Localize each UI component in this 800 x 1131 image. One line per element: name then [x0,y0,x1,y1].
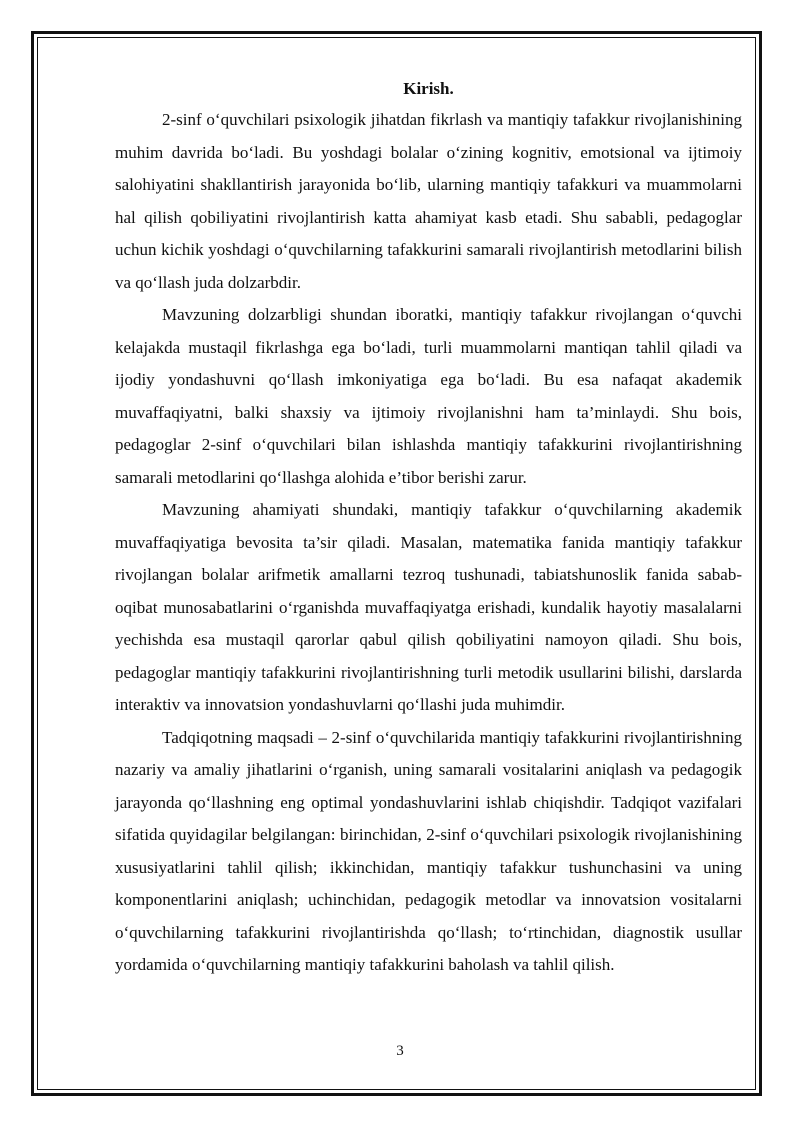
page-number: 3 [396,1043,404,1059]
section-title: Kirish. [403,79,454,98]
paragraph-relevance: Mavzuning dolzarbligi shundan iboratki, mantiqiy tafakkur rivojlangan o‘quvchi kelajakda mustaqil fikrlashga ega bo‘ladi, turli muammolarni mantiqan tahlil qiladi va ijodiy yondashuvni qo‘llash imkoniyatiga ega bo‘ladi. Bu esa nafaqat akademik muvaffaqiyatni, balki shaxsiy va ijtimoiy rivojlanishni ham ta’minlaydi. Shu bois, pedagoglar 2-sinf o‘quvchilari bilan ishlashda mantiqiy tafakkurini rivojlantirishning samarali metodlarini qo‘llashga alohida e’tibor berishi zarur. [115,305,742,487]
document-body [115,74,742,982]
paragraph-intro: 2-sinf o‘quvchilari psixologik jihatdan fikrlash va mantiqiy tafakkur rivojlanishining muhim davrida bo‘ladi. Bu yoshdagi bolalar o‘zining kognitiv, emotsional va ijtimoiy salohiyatini shakllantirish jarayonida bo‘lib, ularning mantiqiy tafakkuri va muammolarni hal qilish qobiliyatini rivojlantirish katta ahamiyat kasb etadi. Shu sababli, pedagoglar uchun kichik yoshdagi o‘quvchilarning tafakkurini samarali rivojlantirish metodlarini bilish va qo‘llash juda dolzarbdir. [115,110,742,292]
paragraph-research-goal: Tadqiqotning maqsadi – 2-sinf o‘quvchilarida mantiqiy tafakkurini rivojlantirishning nazariy va amaliy jihatlarini o‘rganish, uning samarali vositalarini aniqlash va pedagogik jarayonda qo‘llashning eng optimal yondashuvlarini ishlab chiqishdir. Tadqiqot vazifalari sifatida quyidagilar belgilangan: birinchidan, 2-sinf o‘quvchilari psixologik rivojlanishining xususiyatlarini tahlil qilish; ikkinchidan, mantiqiy tafakkur tushunchasini va uning komponentlarini aniqlash; uchinchidan, pedagogik metodlar va innovatsion vositalarni o‘quvchilarning tafakkurini rivojlantirishda qo‘llash; to‘rtinchidan, diagnostik usullar yordamida o‘quvchilarning mantiqiy tafakkurini baholash va tahlil qilish. [115,727,742,974]
paragraph-importance: Mavzuning ahamiyati shundaki, mantiqiy tafakkur o‘quvchilarning akademik muvaffaqiyatiga bevosita ta’sir qiladi. Masalan, matematika fanida mantiqiy tafakkur rivojlangan bolalar arifmetik amallarni tezroq tushunadi, tabiatshunoslik fanida sabab-oqibat munosabatlarini o‘rganishda muvaffaqiyatga erishadi, kundalik hayotiy masalalarni yechishda esa mustaqil qarorlar qabul qilish qobiliyatini namoyon qiladi. Shu bois, pedagoglar mantiqiy tafakkurini rivojlantirishning turli metodik usullarini bilishi, darslarda interaktiv va innovatsion yondashuvlarni qo‘llashi juda muhimdir. [115,500,742,714]
